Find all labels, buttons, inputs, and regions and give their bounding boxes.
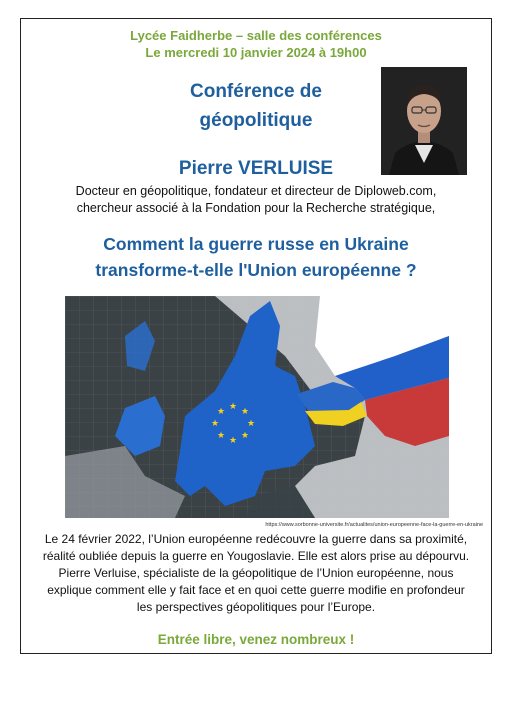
event-description <box>27 531 485 616</box>
description-line-5: les perspectives géopolitiques pour l’Europe. <box>136 600 376 614</box>
svg-text:★: ★ <box>241 431 250 441</box>
description-line-2: réalité oubliée depuis la guerre en Yougoslavie. Elle est alors prise au dépourvu. <box>42 549 470 563</box>
question-line-1: Comment la guerre russe en Ukraine <box>103 234 409 254</box>
svg-text:★: ★ <box>229 402 238 412</box>
svg-text:★: ★ <box>211 419 220 429</box>
title-line-1: Conférence de <box>190 81 322 102</box>
speaker-name: Pierre VERLUISE <box>178 158 334 179</box>
svg-text:★: ★ <box>241 407 250 417</box>
image-source-url: https://www.sorbonne-universite.fr/actualites/union-europeenne-face-la-guerre-en-ukraine <box>265 522 483 528</box>
conference-question <box>31 231 481 283</box>
svg-text:★: ★ <box>229 436 238 446</box>
conference-title <box>136 77 376 135</box>
bio-line-1: Docteur en géopolitique, fondateur et directeur de Diploweb.com, <box>75 184 437 198</box>
question-line-2: transforme-t-elle l'Union européenne ? <box>95 260 417 280</box>
venue-info <box>21 27 491 61</box>
svg-text:★: ★ <box>217 407 226 417</box>
europe-map-image <box>65 296 449 518</box>
svg-text:★: ★ <box>217 431 226 441</box>
description-line-4: explique comment elle y fait face et en quoi cette guerre modifie en profondeur <box>47 583 465 597</box>
description-line-1: Le 24 février 2022, l’Union européenne redécouvre la guerre dans sa proximité, <box>44 532 468 546</box>
description-line-3: Pierre Verluise, spécialiste de la géopolitique de l’Union européenne, nous <box>58 566 454 580</box>
venue-location: Lycée Faidherbe – salle des conférences <box>130 28 382 43</box>
svg-text:★: ★ <box>247 419 256 429</box>
conference-poster <box>20 18 492 654</box>
title-line-2: géopolitique <box>199 110 313 131</box>
speaker-bio <box>27 183 485 217</box>
free-entry-notice: Entrée libre, venez nombreux ! <box>157 632 355 647</box>
event-date: Le mercredi 10 janvier 2024 à 19h00 <box>145 45 367 60</box>
bio-line-2: chercheur associé à la Fondation pour la Recherche stratégique, <box>76 201 436 215</box>
